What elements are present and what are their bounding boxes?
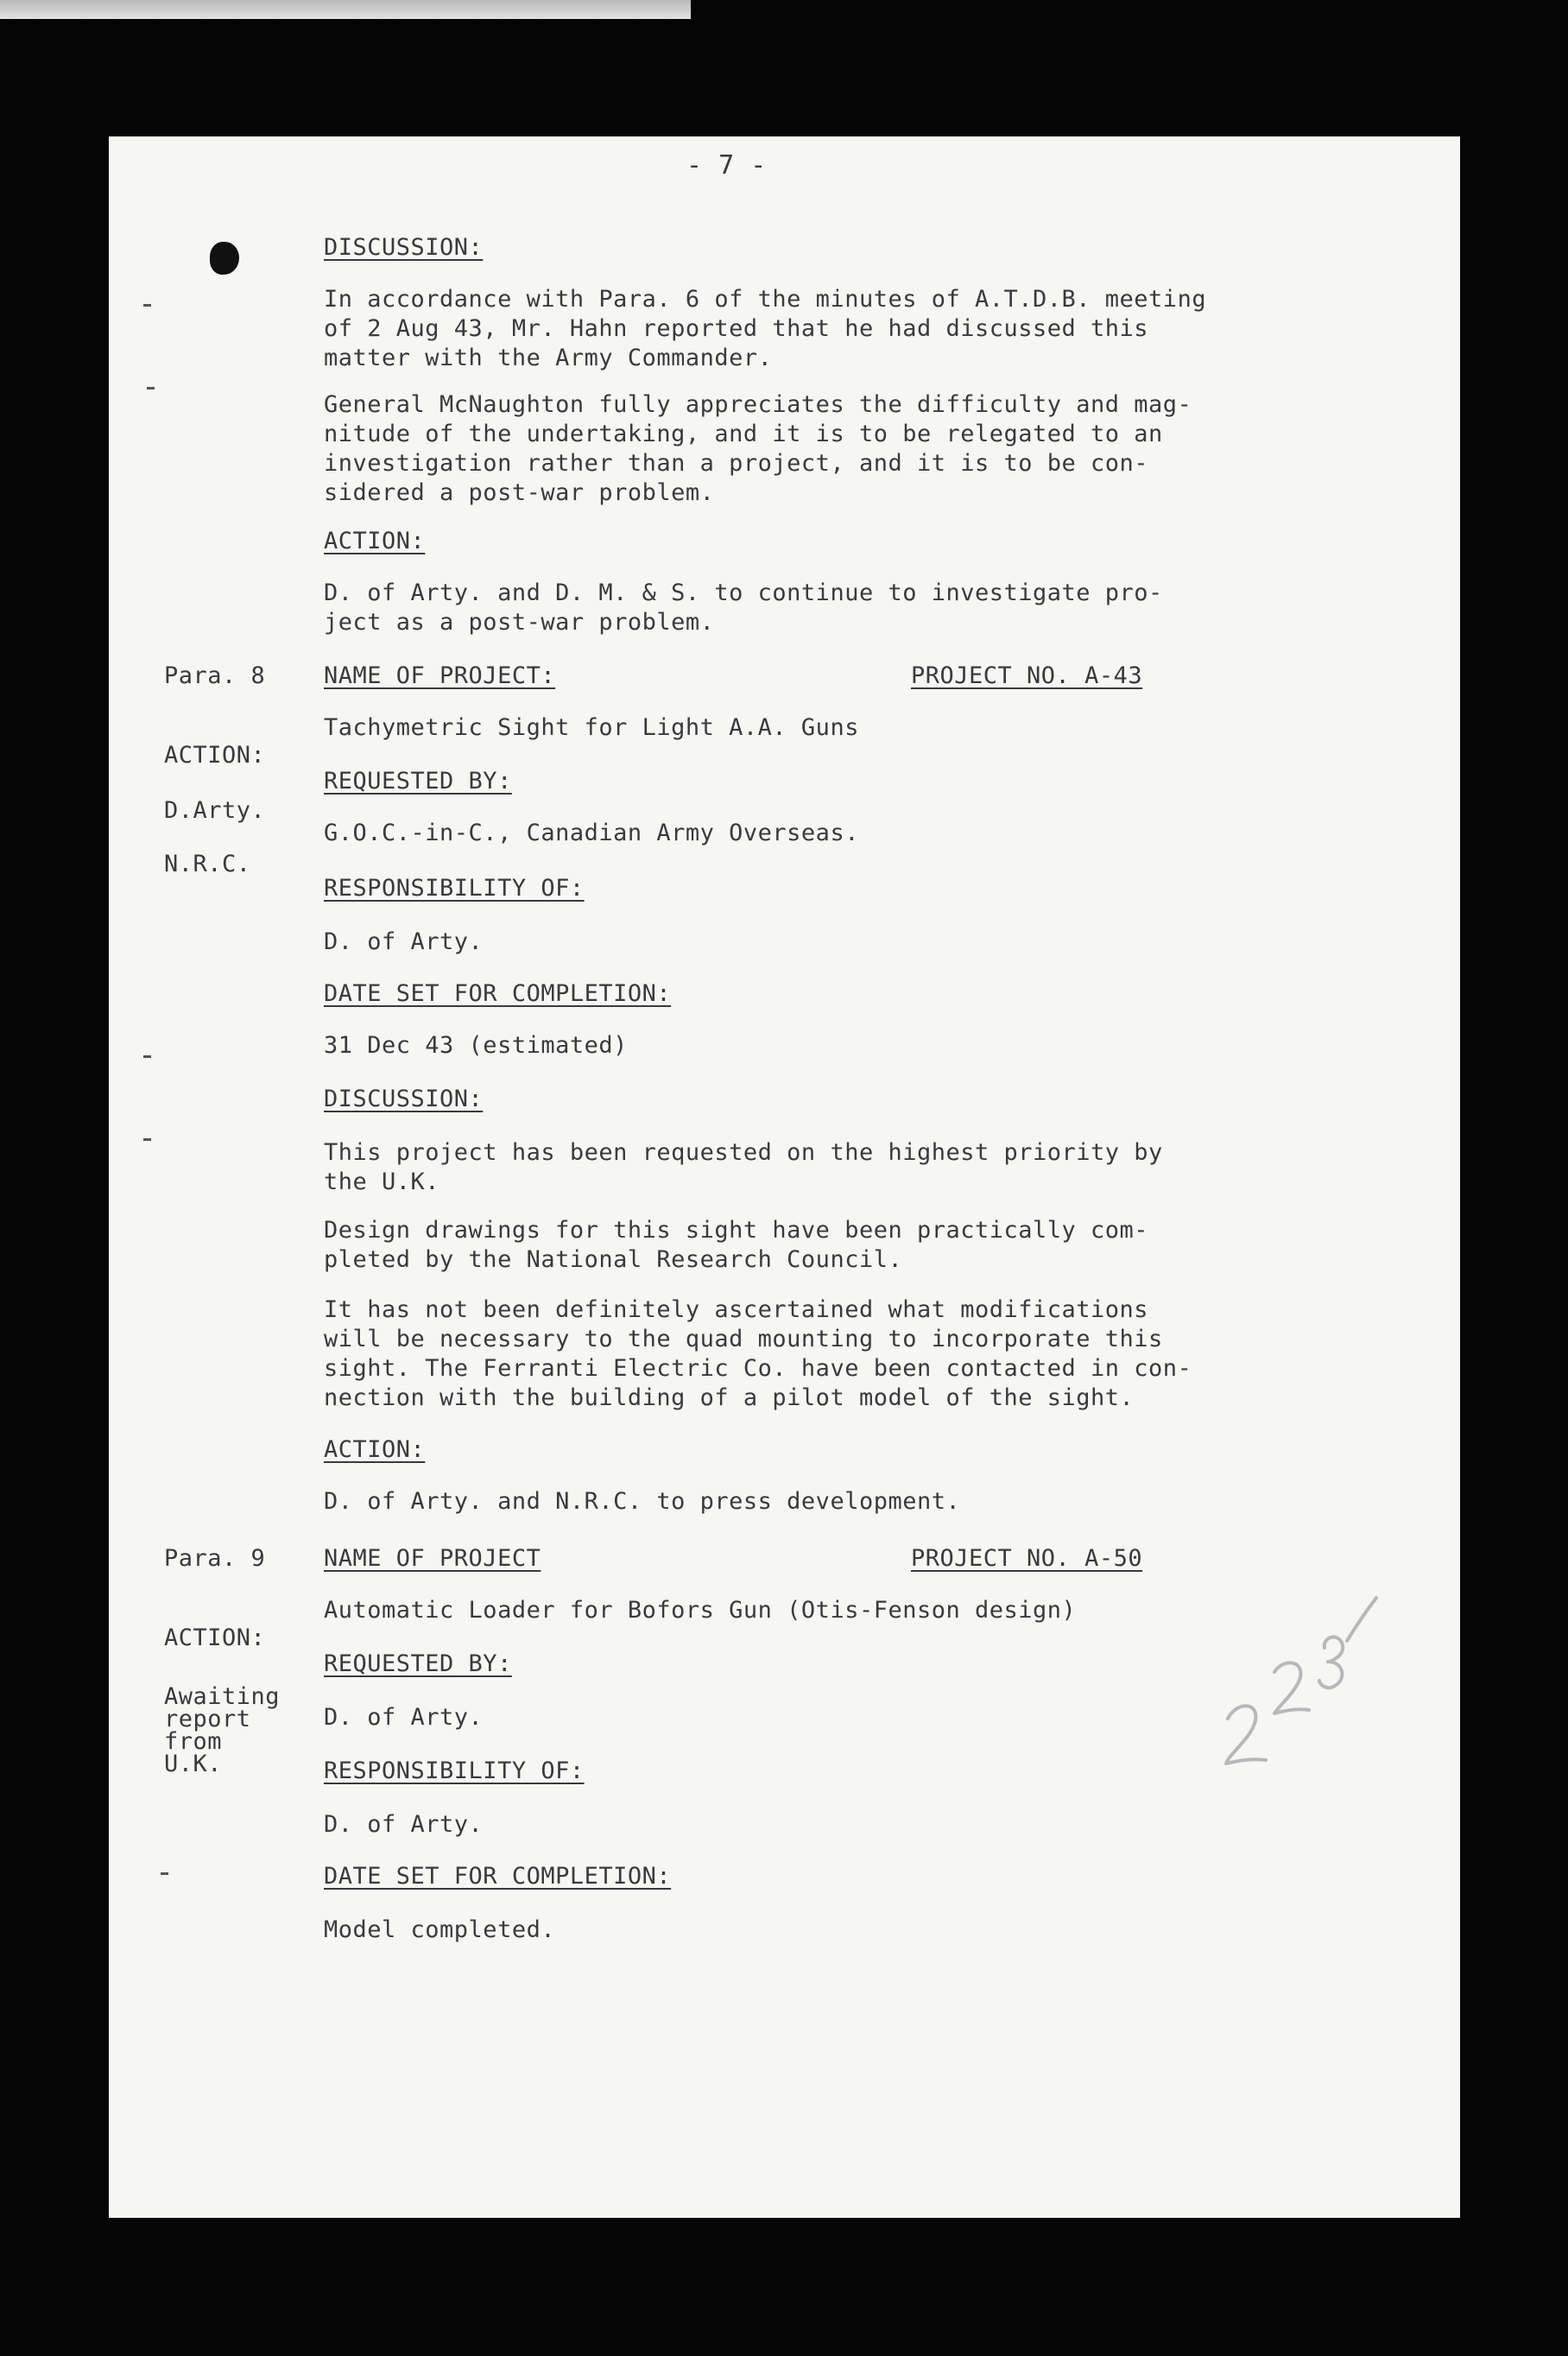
- action-note-line: report: [164, 1706, 251, 1732]
- paragraph-line: This project has been requested on the highest priority by: [324, 1139, 1163, 1166]
- project-number: PROJECT NO. A-43: [911, 662, 1143, 689]
- discussion-heading: DISCUSSION:: [324, 234, 484, 261]
- paragraph-line: It has not been definitely ascertained what modifications: [324, 1296, 1149, 1323]
- paragraph-line: sight. The Ferranti Electric Co. have been contacted in con-: [324, 1355, 1192, 1382]
- paragraph-line: investigation rather than a project, and it is to be con-: [324, 450, 1149, 477]
- name-of-project-heading: NAME OF PROJECT: [324, 1545, 541, 1572]
- action-heading: ACTION:: [324, 528, 426, 554]
- paragraph-line: Design drawings for this sight have been practically com-: [324, 1217, 1149, 1244]
- paragraph-line: D. of Arty. and D. M. & S. to continue to investigate pro-: [324, 580, 1163, 606]
- action-label: ACTION:: [164, 742, 266, 769]
- margin-mark: [143, 1055, 151, 1058]
- paragraph-line: the U.K.: [324, 1168, 440, 1195]
- page-number: - 7 -: [686, 150, 767, 180]
- action-heading: ACTION:: [324, 1436, 426, 1463]
- date-value: 31 Dec 43 (estimated): [324, 1032, 628, 1059]
- paragraph-line: ject as a post-war problem.: [324, 609, 715, 636]
- responsibility-heading: RESPONSIBILITY OF:: [324, 1758, 585, 1784]
- margin-mark: [143, 1138, 151, 1141]
- paragraph-line: General McNaughton fully appreciates the difficulty and mag-: [324, 391, 1192, 418]
- action-note-line: from: [164, 1728, 223, 1755]
- paragraph-line: In accordance with Para. 6 of the minutes of A.T.D.B. meeting: [324, 286, 1207, 313]
- responsibility-heading: RESPONSIBILITY OF:: [324, 875, 585, 902]
- responsibility-value: D. of Arty.: [324, 1811, 484, 1838]
- para-label: Para. 9: [164, 1545, 266, 1572]
- action-party: N.R.C.: [164, 851, 251, 877]
- paragraph-line: nection with the building of a pilot model of the sight.: [324, 1384, 1135, 1411]
- paragraph-line: will be necessary to the quad mounting to incorporate this: [324, 1326, 1163, 1352]
- responsibility-value: D. of Arty.: [324, 928, 484, 955]
- margin-mark: [161, 1872, 168, 1875]
- requested-by-value: D. of Arty.: [324, 1704, 484, 1731]
- para-label: Para. 8: [164, 662, 266, 689]
- requested-by-heading: REQUESTED BY:: [324, 768, 512, 795]
- action-text: D. of Arty. and N.R.C. to press development.: [324, 1488, 961, 1515]
- discussion-heading: DISCUSSION:: [324, 1086, 484, 1112]
- film-edge-strip: [0, 0, 691, 19]
- paragraph-line: pleted by the National Research Council.: [324, 1246, 903, 1273]
- requested-by-heading: REQUESTED BY:: [324, 1650, 512, 1677]
- requested-by-value: G.O.C.-in-C., Canadian Army Overseas.: [324, 820, 859, 846]
- project-name: Automatic Loader for Bofors Gun (Otis-Fenson design): [324, 1597, 1077, 1624]
- date-value: Model completed.: [324, 1916, 556, 1943]
- project-number: PROJECT NO. A-50: [911, 1545, 1143, 1572]
- paragraph-line: sidered a post-war problem.: [324, 479, 715, 506]
- project-name: Tachymetric Sight for Light A.A. Guns: [324, 714, 859, 741]
- paragraph-line: of 2 Aug 43, Mr. Hahn reported that he had discussed this: [324, 315, 1149, 342]
- margin-mark: [147, 387, 155, 390]
- handwritten-page-number: [1217, 1589, 1381, 1796]
- margin-mark: [143, 304, 151, 307]
- action-note-line: U.K.: [164, 1751, 223, 1777]
- action-note-line: Awaiting: [164, 1683, 281, 1710]
- action-party: D.Arty.: [164, 797, 266, 824]
- name-of-project-heading: NAME OF PROJECT:: [324, 662, 556, 689]
- action-label: ACTION:: [164, 1624, 266, 1651]
- paragraph-line: nitude of the undertaking, and it is to be relegated to an: [324, 421, 1163, 447]
- paragraph-line: matter with the Army Commander.: [324, 345, 773, 371]
- date-set-heading: DATE SET FOR COMPLETION:: [324, 1863, 672, 1890]
- date-set-heading: DATE SET FOR COMPLETION:: [324, 980, 672, 1007]
